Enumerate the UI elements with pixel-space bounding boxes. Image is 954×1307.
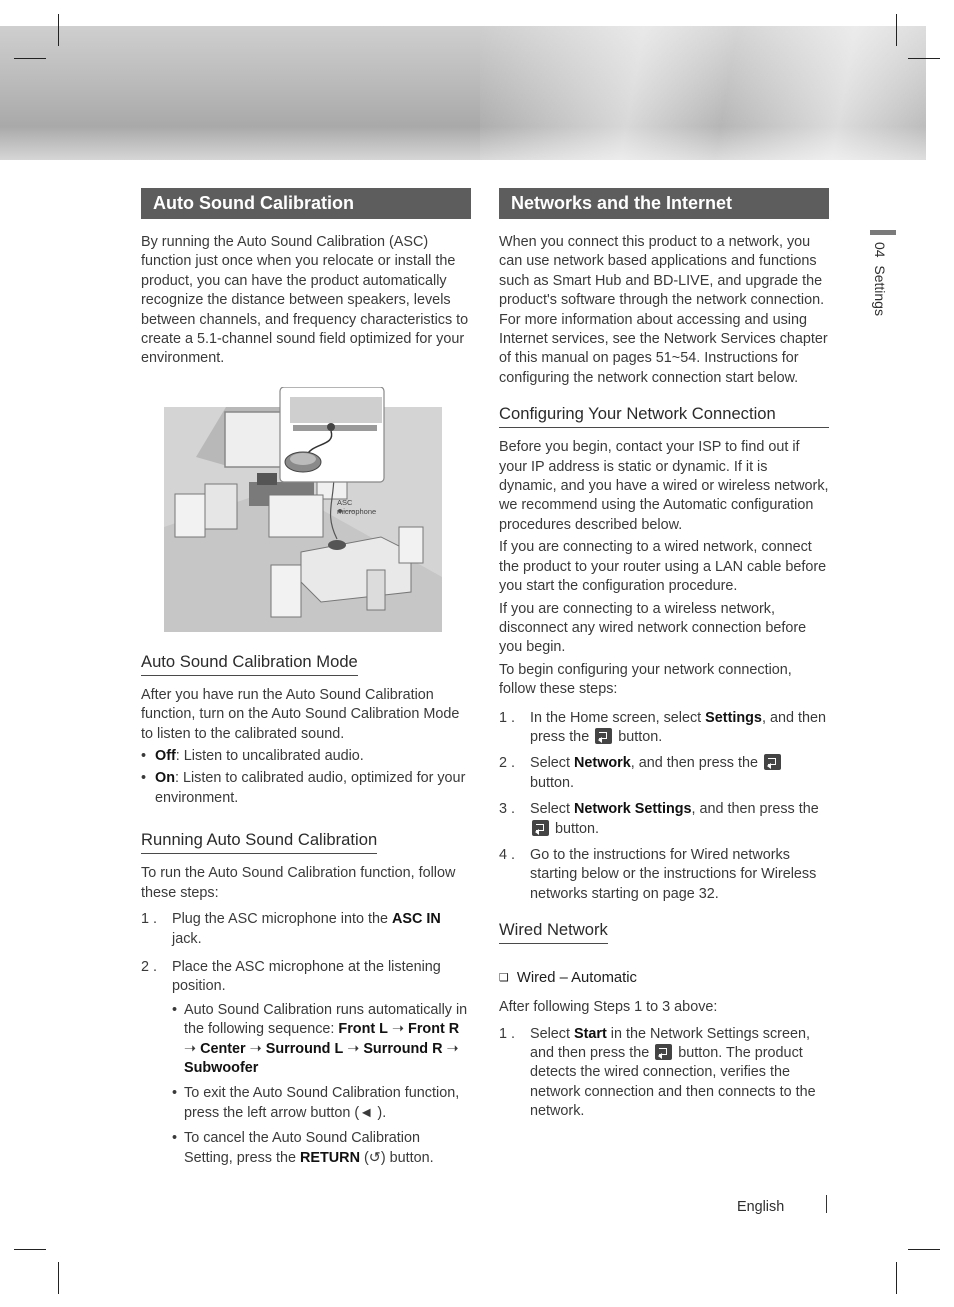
chapter-tab-bar [870,230,896,235]
step-item: 1 . In the Home screen, select Settings, and then press the button. [499,709,826,745]
asc-mode-title: Auto Sound Calibration Mode [141,652,358,676]
step-item: 4 . Go to the instructions for Wired networks starting below or the instructions for Wireless networks starting on page 32. [499,846,817,902]
running-asc-title: Running Auto Sound Calibration [141,830,377,854]
enter-button-icon [764,754,781,770]
footer-language: English [737,1199,785,1215]
config-title: Configuring Your Network Connection [499,404,829,428]
crop-mark [58,14,59,46]
running-asc-intro: To run the Auto Sound Calibration function, follow these steps: [141,865,456,901]
config-p2: If you are connecting to a wired network, connect the product to your router using a LAN cable before you start the configuration procedure. [499,539,827,595]
list-item: • Off: Listen to uncalibrated audio. [141,747,471,766]
crop-mark [14,1249,46,1250]
list-item: • Auto Sound Calibration runs automatically in the following sequence: Front L ➝ Front R ➝ Center ➝ Surround L ➝ Surround R ➝ Subwoofer [172,1001,471,1079]
room-diagram [141,387,471,632]
right-column [499,188,829,1126]
network-intro: When you connect this product to a network, you can use network based applications and functions such as Smart Hub and BD-LIVE, and upgrade the product's software through the network connection. For more information about accessing and using Internet services, see the Network Services chapter of this manual on pages 51~54. Instructions for configuring the network connection start below. [499,234,828,386]
config-p1: Before you begin, contact your ISP to find out if your IP address is static or dynamic. If it is dynamic, and you have a wired or wireless network, we recommend using the Automatic configuration procedures described below. [499,439,829,533]
wired-after-text: After following Steps 1 to 3 above: [499,999,718,1016]
section-heading-network: Networks and the Internet [499,188,829,219]
crop-mark [58,1262,59,1294]
config-p3: If you are connecting to a wireless network, disconnect any wired network connection before you begin. [499,600,807,656]
header-banner [0,26,926,160]
asc-microphone-icon [328,540,346,550]
step-item: 1 . Select Start in the Network Settings screen, and then press the button. The product detects the wired connection, verifies the network connection and then connects to the network. [499,1025,816,1120]
crop-mark [896,1262,897,1294]
surround-left-speaker-icon [271,565,301,617]
list-item: • To exit the Auto Sound Calibration function, press the left arrow button (◄ ). [172,1084,471,1123]
section-heading-asc: Auto Sound Calibration [141,188,471,219]
wired-network-title: Wired Network [499,920,608,944]
banner-highlight [480,26,926,160]
footer-rule [826,1195,827,1213]
asc-callout-line1: ASC [337,497,353,507]
asc-callout-line2: microphone [337,506,377,516]
surround-right-speaker-icon [399,527,423,563]
list-item: • On: Listen to calibrated audio, optimized for your environment. [141,769,471,808]
step-item: 3 . Select Network Settings, and then press the button. [499,801,819,837]
enter-button-icon [532,820,549,836]
front-left-speaker-icon [175,494,205,537]
left-column [141,188,471,1172]
wired-automatic-heading: ❑ Wired – Automatic [499,970,637,987]
config-p4: To begin configuring your network connection, follow these steps: [499,661,792,698]
step-item: 2 . Select Network, and then press the button. [499,754,829,793]
tv-icon [225,412,287,467]
asc-setup-illustration [141,387,471,632]
enter-button-icon [655,1044,672,1060]
step-item: 2 . Place the ASC microphone at the listening position. [141,958,441,995]
crop-mark [908,58,940,59]
chapter-tab-label: 04 Settings [872,242,888,316]
asc-intro: By running the Auto Sound Calibration (ASC) function just once when you relocate or install the product, you can have the product automatically recognize the distance between speakers, levels between channels, and frequency characteristics to create a 5.1-channel sound field optimized for your environment. [141,234,469,367]
list-item: • To cancel the Auto Sound Calibration Setting, press the RETURN (↺) button. [172,1129,471,1168]
enter-button-icon [595,728,612,744]
crop-mark [908,1249,940,1250]
crop-mark [896,14,897,46]
crop-mark [14,58,46,59]
asc-mode-text: After you have run the Auto Sound Calibration function, turn on the Auto Sound Calibration Mode to listen to the calibrated sound. [141,686,460,742]
step-item: 1 . Plug the ASC microphone into the ASC IN jack. [141,911,441,947]
subwoofer-icon [269,495,323,537]
